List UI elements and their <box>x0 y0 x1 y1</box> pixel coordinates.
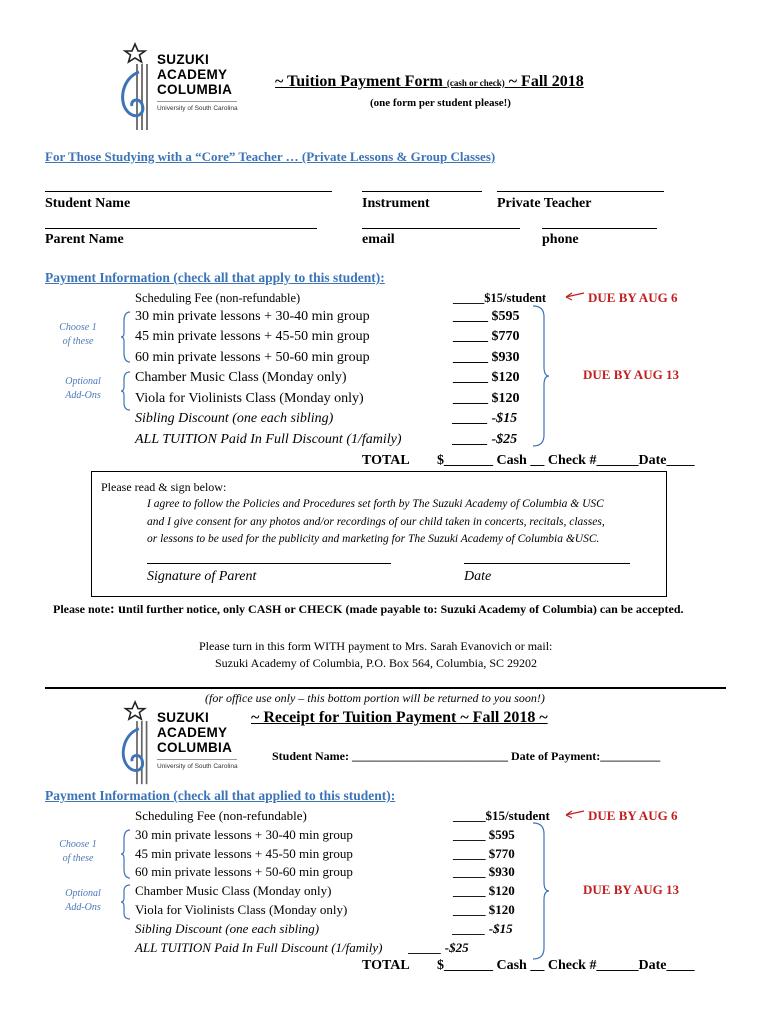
form-title <box>275 73 584 91</box>
choose-line-1: Choose 1 <box>59 322 97 333</box>
form-title-small: (cash or check) <box>446 78 505 88</box>
receipt-choose-one-label <box>56 838 100 866</box>
agreement-line-1: I agree to follow the Policies and Procedures set forth by The Suzuki Academy of Columbia & USC <box>147 498 604 510</box>
lesson-30-price[interactable]: _____ $595 <box>453 309 520 324</box>
chamber-label: Chamber Music Class (Monday only) <box>135 370 347 385</box>
payment-note <box>53 602 684 618</box>
receipt-lesson-45-label: 45 min private lessons + 45-50 min group <box>135 846 353 861</box>
private-teacher-line[interactable] <box>497 191 664 192</box>
receipt-optional-bracket-icon <box>121 884 131 920</box>
due-aug-13: DUE BY AUG 13 <box>583 367 679 382</box>
total-label: TOTAL <box>362 453 410 468</box>
violin-scroll-icon <box>112 700 162 788</box>
receipt-total-label: TOTAL <box>362 958 410 973</box>
receipt-choose-line-1: Choose 1 <box>59 839 97 850</box>
private-teacher-label: Private Teacher <box>497 196 592 211</box>
receipt-fee-price[interactable]: _____$15/student <box>453 808 550 823</box>
viola-label: Viola for Violinists Class (Monday only) <box>135 391 364 406</box>
agreement-box <box>91 471 667 597</box>
lesson-60-label: 60 min private lessons + 50-60 min group <box>135 350 370 365</box>
paid-in-full-price[interactable]: _____ -$25 <box>453 432 518 447</box>
lesson-45-label: 45 min private lessons + 45-50 min group <box>135 329 370 344</box>
optional-line-1: Optional <box>65 376 101 387</box>
lesson-45-price[interactable]: _____ $770 <box>453 329 520 344</box>
agreement-intro: Please read & sign below: <box>101 480 227 494</box>
receipt-due-aug-6: DUE BY AUG 6 <box>588 808 678 823</box>
choose-bracket-icon <box>121 311 131 363</box>
instrument-line[interactable] <box>362 191 482 192</box>
receipt-payment-heading: Payment Information (check all that applied to this student): <box>45 788 396 803</box>
choose-line-2: of these <box>62 336 94 347</box>
note-prefix: Please note <box>53 602 110 616</box>
receipt-lesson-45-price[interactable]: _____ $770 <box>453 846 515 861</box>
paid-in-full-label: ALL TUITION Paid In Full Discount (1/family) <box>135 432 402 447</box>
payment-heading: Payment Information (check all that apply to this student): <box>45 270 385 285</box>
core-heading: For Those Studying with a “Core” Teacher … (Private Lessons & Group Classes) <box>45 149 496 164</box>
student-name-label: Student Name <box>45 196 131 211</box>
date-label: Date <box>464 569 492 584</box>
receipt-arrow-icon <box>562 808 586 820</box>
receipt-chamber-label: Chamber Music Class (Monday only) <box>135 883 332 898</box>
form-subtitle: (one form per student please!) <box>370 97 511 109</box>
receipt-optional-line-2: Add-Ons <box>65 902 101 913</box>
receipt-due-brace-icon <box>532 822 550 960</box>
form-title-main: ~ Tuition Payment Form <box>275 73 443 90</box>
receipt-choose-bracket-icon <box>121 829 131 879</box>
total-line[interactable]: $_______ Cash __ Check #______Date____ <box>437 453 695 468</box>
receipt-fee-label: Scheduling Fee (non-refundable) <box>135 808 307 823</box>
logo-subtitle: University of South Carolina <box>157 105 238 112</box>
note-text: ntil further notice, only CASH or CHECK (made payable to: Suzuki Academy of Columbia) can be accepted. <box>125 602 684 616</box>
due-aug-6: DUE BY AUG 6 <box>588 290 678 305</box>
choose-one-label <box>56 321 100 349</box>
student-name-line[interactable] <box>45 191 332 192</box>
receipt-optional-addons-label <box>60 887 106 915</box>
parent-name-line[interactable] <box>45 228 317 229</box>
receipt-due-aug-13: DUE BY AUG 13 <box>583 882 679 897</box>
chamber-price[interactable]: _____ $120 <box>453 370 520 385</box>
receipt-lesson-60-label: 60 min private lessons + 50-60 min group <box>135 864 353 879</box>
receipt-logo-subtitle: University of South Carolina <box>157 763 238 770</box>
receipt-logo <box>112 700 247 788</box>
optional-bracket-icon <box>121 371 131 411</box>
receipt-choose-line-2: of these <box>62 853 94 864</box>
office-note: (for office use only – this bottom portion will be returned to you soon!) <box>205 691 545 705</box>
receipt-paid-in-full-label: ALL TUITION Paid In Full Discount (1/family) <box>135 940 383 955</box>
receipt-lesson-30-label: 30 min private lessons + 30-40 min group <box>135 827 353 842</box>
fee-item-label: Scheduling Fee (non-refundable) <box>135 291 301 305</box>
receipt-student-line[interactable]: Student Name: __________________________ Date of Payment:__________ <box>272 749 661 763</box>
receipt-logo-line-3: COLUMBIA <box>157 740 233 755</box>
turn-in-line-1: Please turn in this form WITH payment to Mrs. Sarah Evanovich or mail: <box>199 639 553 653</box>
receipt-paid-in-full-price[interactable]: _____ -$25 <box>409 940 469 955</box>
sibling-label: Sibling Discount (one each sibling) <box>135 411 334 426</box>
phone-label: phone <box>542 232 579 247</box>
receipt-viola-label: Viola for Violinists Class (Monday only) <box>135 902 348 917</box>
receipt-lesson-30-price[interactable]: _____ $595 <box>453 827 515 842</box>
optional-addons-label <box>60 375 106 403</box>
fee-item-price[interactable]: _____$15/student <box>453 291 547 305</box>
receipt-viola-price[interactable]: _____ $120 <box>453 902 515 917</box>
logo-line-2: ACADEMY <box>157 67 228 82</box>
receipt-lesson-60-price[interactable]: _____ $930 <box>453 864 515 879</box>
sibling-price[interactable]: _____ -$15 <box>453 411 518 426</box>
lesson-30-label: 30 min private lessons + 30-40 min group <box>135 309 370 324</box>
due-brace-icon <box>532 305 550 447</box>
section-divider <box>45 687 726 689</box>
academy-logo <box>112 42 247 134</box>
receipt-logo-line-2: ACADEMY <box>157 725 228 740</box>
phone-line[interactable] <box>542 228 657 229</box>
receipt-sibling-price[interactable]: _____ -$15 <box>453 921 513 936</box>
email-line[interactable] <box>362 228 520 229</box>
viola-price[interactable]: _____ $120 <box>453 391 520 406</box>
receipt-total-line[interactable]: $_______ Cash __ Check #______Date____ <box>437 958 695 973</box>
agreement-line-2: and I give consent for any photos and/or recordings of our child taken in concerts, recitals, classes, <box>147 516 605 528</box>
receipt-optional-line-1: Optional <box>65 888 101 899</box>
receipt-sibling-label: Sibling Discount (one each sibling) <box>135 921 320 936</box>
receipt-chamber-price[interactable]: _____ $120 <box>453 883 515 898</box>
note-colon: : u <box>109 602 126 617</box>
arrow-icon <box>562 290 586 302</box>
email-label: email <box>362 232 395 247</box>
form-title-season: ~ Fall 2018 <box>508 73 584 90</box>
date-line[interactable] <box>464 563 630 564</box>
violin-scroll-icon <box>112 42 162 134</box>
agreement-line-3: or lessons to be used for the publicity and marketing for The Suzuki Academy of Columbia &USC. <box>147 533 600 545</box>
logo-line-1: SUZUKI <box>157 52 210 67</box>
receipt-logo-line-1: SUZUKI <box>157 710 210 725</box>
signature-label: Signature of Parent <box>147 569 257 584</box>
signature-line[interactable] <box>147 563 391 564</box>
instrument-label: Instrument <box>362 196 430 211</box>
parent-name-label: Parent Name <box>45 232 124 247</box>
lesson-60-price[interactable]: _____ $930 <box>453 350 520 365</box>
logo-line-3: COLUMBIA <box>157 82 233 97</box>
turn-in-line-2: Suzuki Academy of Columbia, P.O. Box 564, Columbia, SC 29202 <box>215 656 538 670</box>
optional-line-2: Add-Ons <box>65 390 101 401</box>
receipt-title: ~ Receipt for Tuition Payment ~ Fall 2018 ~ <box>251 709 548 726</box>
